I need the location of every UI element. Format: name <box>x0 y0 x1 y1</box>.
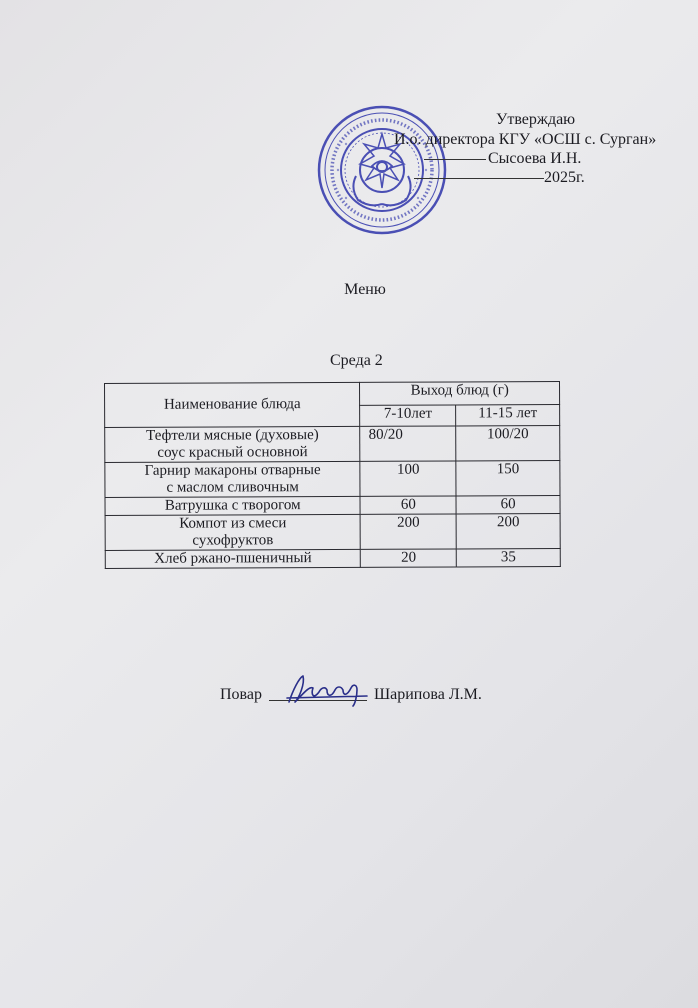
header-output: Выход блюд (г) <box>360 382 560 406</box>
portion-11-15: 100/20 <box>456 426 560 461</box>
portion-11-15: 35 <box>456 549 560 567</box>
dish-name-line1: Ватрушка с творогом <box>164 497 301 514</box>
dish-name-line2: сухофруктов <box>192 532 274 549</box>
approval-date-line <box>414 168 585 188</box>
table-row <box>105 461 560 498</box>
dish-cell <box>105 461 361 497</box>
cook-name: Шарипова Л.М. <box>374 686 482 703</box>
table-row <box>105 496 560 516</box>
dish-cell <box>105 496 360 515</box>
approval-name-line <box>424 149 581 169</box>
header-dish-name: Наименование блюда <box>105 382 361 427</box>
table-row <box>105 426 560 463</box>
approval-date: 2025г. <box>544 169 585 186</box>
dish-name-line1: Хлеб ржано-пшеничный <box>154 550 312 567</box>
portion-7-10: 80/20 <box>360 426 456 461</box>
portion-11-15: 200 <box>456 514 560 549</box>
portion-7-10: 200 <box>360 514 456 549</box>
day-title: Среда 2 <box>330 352 383 369</box>
table-row <box>105 514 560 551</box>
approver-name: Сысоева И.Н. <box>488 150 582 167</box>
portion-11-15: 150 <box>456 461 560 496</box>
dish-cell <box>105 514 361 550</box>
dish-cell <box>105 426 361 462</box>
header-age-7-10: 7-10лет <box>360 405 456 426</box>
table-row <box>105 549 560 569</box>
cook-label: Повар <box>220 686 262 703</box>
dish-name-line1: Тефтели мясные (духовые) <box>146 427 319 444</box>
handwritten-signature-icon <box>283 672 371 708</box>
dish-name-line1: Компот из смеси <box>179 515 287 532</box>
portion-7-10: 20 <box>361 549 457 567</box>
dish-cell <box>105 549 360 568</box>
approval-title: Утверждаю <box>496 111 576 128</box>
table-header-row <box>105 382 560 407</box>
signature-blank-line <box>424 159 486 160</box>
portion-7-10: 60 <box>360 496 456 514</box>
date-blank-line <box>414 178 544 179</box>
portion-11-15: 60 <box>456 496 560 514</box>
dish-name-line1: Гарнир макароны отварные <box>144 462 321 479</box>
header-age-11-15: 11-15 лет <box>456 405 560 426</box>
menu-title: Меню <box>344 281 386 298</box>
menu-table <box>104 381 561 569</box>
dish-name-line2: соус красный основной <box>157 444 308 461</box>
approval-position: И.о. директора КГУ «ОСШ с. Сурган» <box>394 131 657 148</box>
portion-7-10: 100 <box>360 461 456 496</box>
dish-name-line2: с маслом сливочным <box>166 479 299 496</box>
